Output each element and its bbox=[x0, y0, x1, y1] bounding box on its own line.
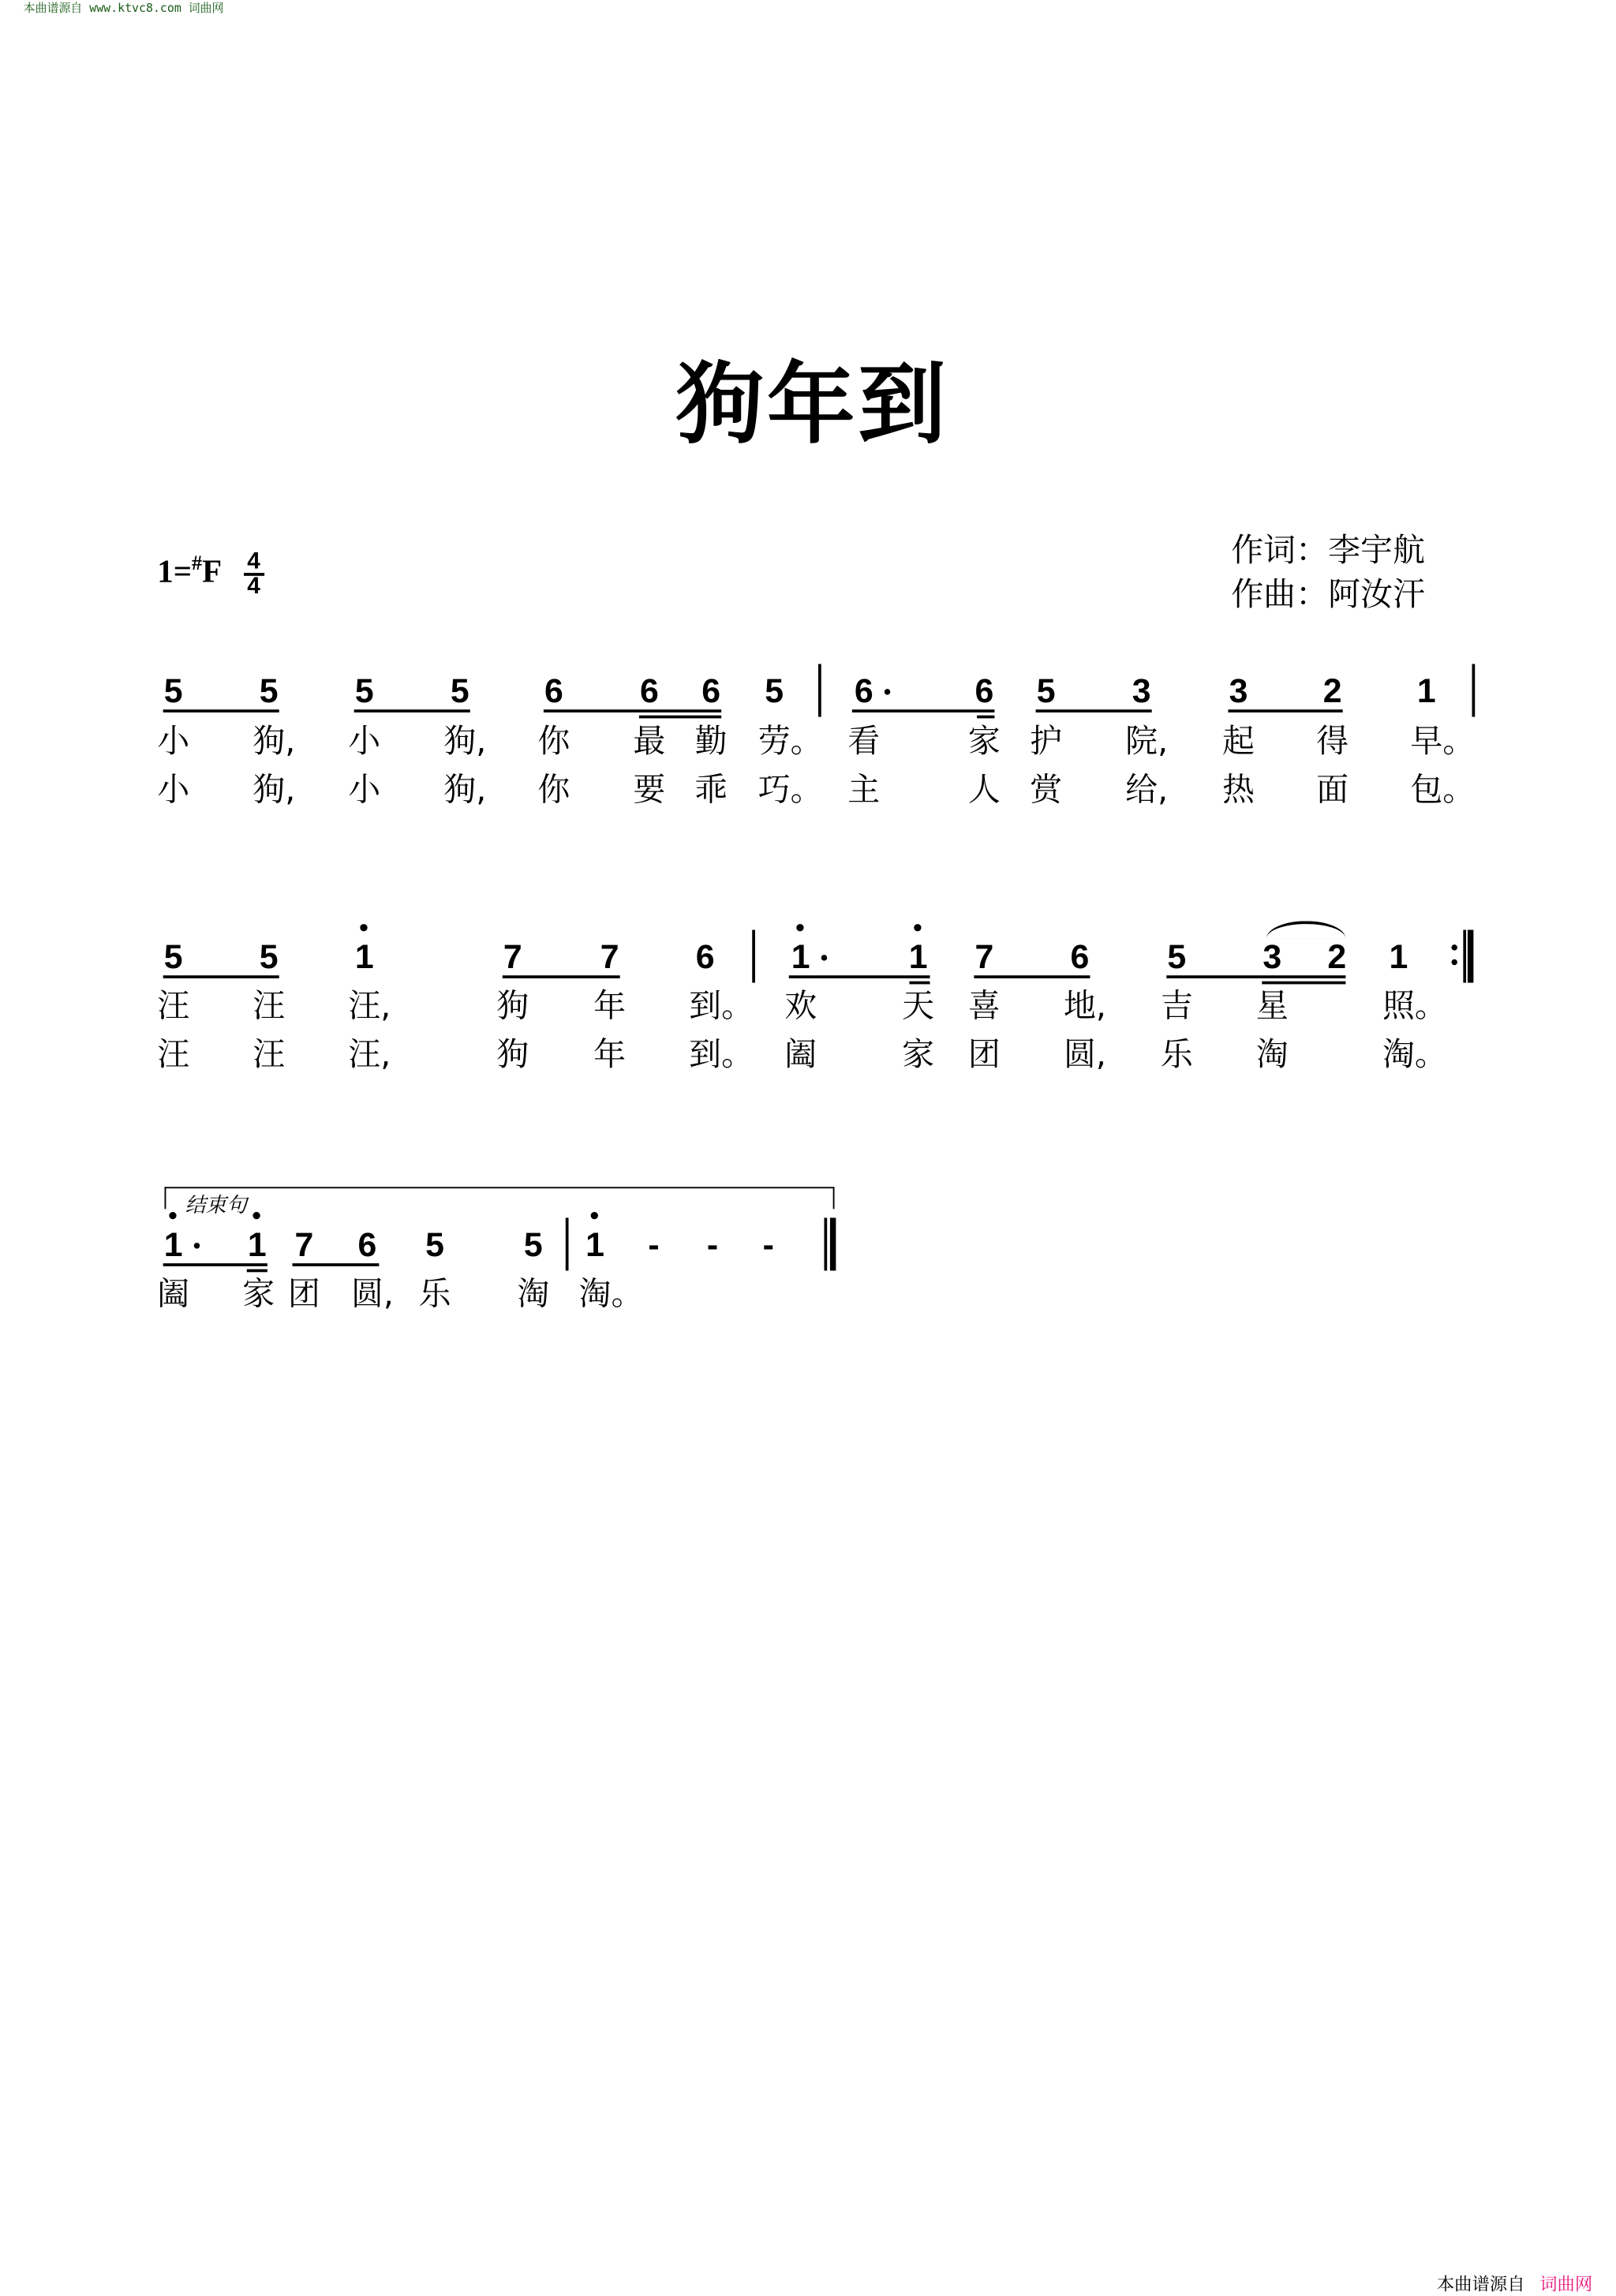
song-title: 狗年到 bbox=[675, 353, 949, 458]
lyric-syllable: 得 bbox=[1316, 724, 1349, 761]
note-digit: 5 bbox=[1036, 671, 1056, 710]
note bbox=[524, 1227, 543, 1262]
lyric-syllable: 巧。 bbox=[758, 772, 823, 810]
note-digit: 6 bbox=[701, 671, 721, 710]
note-digit: 5 bbox=[259, 937, 279, 976]
note bbox=[260, 939, 279, 974]
high-octave-dot bbox=[591, 1212, 598, 1219]
beam-underline bbox=[503, 975, 620, 978]
watermark-source: 本曲谱源自 bbox=[1436, 2274, 1525, 2295]
note-digit: 5 bbox=[163, 937, 183, 976]
high-octave-dot bbox=[170, 1212, 177, 1219]
dash-extension bbox=[707, 1227, 718, 1262]
lyric-syllable: 家 bbox=[967, 724, 1001, 761]
watermark-site: 词曲网 bbox=[1539, 2274, 1593, 2295]
lyric-syllable: 护 bbox=[1030, 724, 1063, 761]
note bbox=[355, 939, 374, 974]
note-digit: 6 bbox=[544, 671, 563, 710]
note bbox=[451, 673, 469, 709]
thick-barline bbox=[1468, 930, 1473, 983]
note bbox=[358, 1227, 377, 1262]
high-octave-dot bbox=[797, 924, 804, 931]
note bbox=[544, 673, 563, 709]
lyric-syllable: 狗, bbox=[443, 724, 487, 761]
note bbox=[1229, 673, 1248, 709]
lyric-syllable: 汪 bbox=[252, 988, 286, 1026]
beam-underline bbox=[292, 1263, 379, 1266]
time-signature bbox=[243, 551, 264, 598]
beam-underline bbox=[163, 1263, 267, 1266]
note bbox=[855, 673, 873, 709]
lyric-syllable: 淘 bbox=[1255, 1037, 1289, 1074]
lyric-syllable: 年 bbox=[593, 988, 627, 1026]
note bbox=[1417, 673, 1436, 709]
lyric-syllable: 看 bbox=[847, 724, 881, 761]
time-top: 4 bbox=[247, 549, 260, 574]
note-digit: 5 bbox=[765, 671, 784, 710]
lyric-syllable: 汪 bbox=[252, 1037, 286, 1074]
note-digit: 6 bbox=[1070, 937, 1090, 976]
lyric-syllable: 赏 bbox=[1030, 772, 1063, 810]
note-digit: 7 bbox=[503, 937, 522, 976]
lyric-syllable: 欢 bbox=[784, 988, 817, 1026]
lyric-syllable: 要 bbox=[633, 772, 666, 810]
lyric-syllable: 人 bbox=[967, 772, 1001, 810]
note-digit: 3 bbox=[1132, 671, 1151, 710]
lyric-syllable: 乐 bbox=[418, 1276, 451, 1314]
repeat-dot bbox=[1451, 959, 1457, 965]
beam-underline bbox=[639, 716, 721, 719]
beam-underline bbox=[1166, 975, 1345, 978]
note-digit: 6 bbox=[974, 671, 994, 710]
lyric-syllable: 地, bbox=[1063, 988, 1106, 1026]
lyric-syllable: 狗, bbox=[252, 724, 296, 761]
watermark-top: 本曲谱源自 www.ktvc8.com 词曲网 bbox=[23, 1, 224, 15]
lyric-syllable: 吉 bbox=[1160, 988, 1193, 1026]
note bbox=[164, 673, 183, 709]
note-digit: 1 bbox=[164, 1225, 183, 1263]
high-octave-dot bbox=[253, 1212, 260, 1219]
note-digit: 2 bbox=[1327, 937, 1347, 976]
beam-underline bbox=[163, 975, 279, 978]
beam-underline bbox=[354, 709, 470, 712]
note-digit: 3 bbox=[1262, 937, 1282, 976]
lyric-syllable: 小 bbox=[348, 772, 381, 810]
note-digit: 6 bbox=[640, 671, 659, 710]
note bbox=[1037, 673, 1056, 709]
high-octave-dot bbox=[361, 924, 368, 931]
note-digit: 5 bbox=[354, 671, 374, 710]
note bbox=[248, 1227, 267, 1262]
lyric-syllable: 汪 bbox=[157, 1037, 190, 1074]
note-digit: 7 bbox=[600, 937, 619, 976]
composer-credit: 作曲：阿汝汗 bbox=[1231, 577, 1425, 615]
repeat-dot bbox=[1451, 944, 1457, 950]
barline bbox=[1472, 664, 1475, 717]
lyric-syllable: 起 bbox=[1222, 724, 1255, 761]
augmentation-dot bbox=[821, 955, 827, 960]
note bbox=[164, 939, 183, 974]
lyric-syllable: 院, bbox=[1125, 724, 1169, 761]
note-digit: 7 bbox=[294, 1225, 314, 1264]
note bbox=[355, 673, 374, 709]
beam-underline bbox=[974, 975, 1090, 978]
note bbox=[1323, 673, 1342, 709]
note-digit: 5 bbox=[163, 671, 183, 710]
lyric-syllable: 阖 bbox=[157, 1276, 190, 1314]
note-digit: 6 bbox=[854, 671, 873, 710]
lyric-syllable: 淘。 bbox=[578, 1276, 644, 1314]
note bbox=[909, 939, 928, 974]
slur bbox=[1266, 921, 1346, 938]
beam-underline bbox=[1228, 709, 1342, 712]
note-digit: 6 bbox=[357, 1225, 377, 1264]
lyric-syllable: 小 bbox=[157, 772, 190, 810]
lyric-syllable: 你 bbox=[537, 772, 570, 810]
note-digit: 5 bbox=[523, 1225, 543, 1264]
lyric-syllable: 热 bbox=[1222, 772, 1255, 810]
note-digit: 1 bbox=[1389, 937, 1408, 976]
lyric-syllable: 乐 bbox=[1160, 1037, 1193, 1074]
note-digit: - bbox=[706, 1225, 719, 1264]
dash-extension bbox=[648, 1227, 659, 1262]
lyric-syllable: 阖 bbox=[784, 1037, 817, 1074]
note bbox=[1132, 673, 1151, 709]
note-digit: 5 bbox=[259, 671, 279, 710]
note bbox=[701, 673, 720, 709]
beam-underline bbox=[909, 982, 930, 985]
high-octave-dot bbox=[915, 924, 922, 931]
lyric-syllable: 天 bbox=[902, 988, 935, 1026]
lyric-syllable: 狗 bbox=[496, 988, 529, 1026]
lyric-syllable: 家 bbox=[902, 1037, 935, 1074]
note bbox=[1262, 939, 1281, 974]
lyricist-credit: 作词：李宇航 bbox=[1231, 533, 1425, 570]
lyric-syllable: 乖 bbox=[694, 772, 728, 810]
note-digit: 5 bbox=[450, 671, 469, 710]
thick-barline bbox=[830, 1217, 836, 1270]
note-digit: - bbox=[648, 1225, 660, 1264]
note-digit: 1 bbox=[791, 937, 810, 975]
note bbox=[765, 673, 784, 709]
lyric-syllable: 狗, bbox=[252, 772, 296, 810]
dash-extension bbox=[763, 1227, 774, 1262]
note bbox=[1071, 939, 1090, 974]
note-digit: 2 bbox=[1322, 671, 1342, 710]
lyric-syllable: 汪, bbox=[348, 988, 391, 1026]
augmentation-dot bbox=[194, 1243, 200, 1248]
lyric-syllable: 星 bbox=[1255, 988, 1289, 1026]
lyric-syllable: 汪 bbox=[157, 988, 190, 1026]
ending-label: 结束句 bbox=[185, 1194, 247, 1218]
beam-underline bbox=[247, 1270, 267, 1273]
note bbox=[1390, 939, 1408, 974]
ending-bracket bbox=[165, 1187, 835, 1209]
key-signature bbox=[157, 551, 264, 598]
note-digit: 7 bbox=[974, 937, 994, 976]
note bbox=[585, 1227, 604, 1262]
barline bbox=[1463, 930, 1465, 983]
note-digit: 1 bbox=[355, 937, 374, 975]
lyric-syllable: 汪, bbox=[348, 1037, 391, 1074]
note bbox=[1167, 939, 1186, 974]
note-digit: - bbox=[762, 1225, 774, 1264]
note bbox=[974, 673, 993, 709]
lyric-syllable: 照。 bbox=[1382, 988, 1447, 1026]
lyric-syllable: 早。 bbox=[1410, 724, 1476, 761]
lyric-syllable: 到。 bbox=[689, 1037, 754, 1074]
note-digit: 3 bbox=[1229, 671, 1248, 710]
note bbox=[260, 673, 279, 709]
key-tonic: 1= bbox=[157, 552, 193, 589]
note bbox=[294, 1227, 313, 1262]
note-digit: 5 bbox=[425, 1225, 445, 1264]
note-digit: 1 bbox=[1416, 671, 1436, 710]
note-digit: 1 bbox=[248, 1225, 267, 1263]
note-digit: 1 bbox=[585, 1225, 604, 1263]
lyric-syllable: 家 bbox=[242, 1276, 275, 1314]
lyric-syllable: 面 bbox=[1316, 772, 1349, 810]
watermark-bottom bbox=[1437, 2271, 1592, 2296]
lyric-syllable: 狗 bbox=[496, 1037, 529, 1074]
lyric-syllable: 圆, bbox=[350, 1276, 394, 1314]
beam-underline bbox=[544, 709, 721, 712]
beam-underline bbox=[1262, 982, 1345, 985]
note-digit: 6 bbox=[695, 937, 715, 976]
note-digit: 1 bbox=[909, 937, 928, 975]
lyric-syllable: 勤 bbox=[694, 724, 728, 761]
lyric-syllable: 你 bbox=[537, 724, 570, 761]
note bbox=[600, 939, 619, 974]
key-note: F bbox=[202, 552, 221, 589]
lyric-syllable: 最 bbox=[633, 724, 666, 761]
lyric-syllable: 团 bbox=[967, 1037, 1001, 1074]
barline bbox=[566, 1217, 568, 1270]
lyric-syllable: 淘。 bbox=[1382, 1037, 1447, 1074]
beam-underline bbox=[977, 716, 994, 719]
lyric-syllable: 包。 bbox=[1410, 772, 1476, 810]
lyric-syllable: 喜 bbox=[967, 988, 1001, 1026]
lyric-syllable: 小 bbox=[157, 724, 190, 761]
beam-underline bbox=[789, 975, 930, 978]
lyric-syllable: 给, bbox=[1125, 772, 1169, 810]
note bbox=[640, 673, 659, 709]
note bbox=[696, 939, 715, 974]
lyric-syllable: 到。 bbox=[689, 988, 754, 1026]
beam-underline bbox=[1036, 709, 1152, 712]
sharp-sign: # bbox=[192, 553, 203, 576]
beam-underline bbox=[163, 709, 279, 712]
lyric-syllable: 年 bbox=[593, 1037, 627, 1074]
note bbox=[1327, 939, 1346, 974]
lyric-syllable: 狗, bbox=[443, 772, 487, 810]
lyric-syllable: 圆, bbox=[1063, 1037, 1106, 1074]
note bbox=[791, 939, 810, 974]
note bbox=[974, 939, 993, 974]
barline bbox=[824, 1217, 826, 1270]
lyric-syllable: 主 bbox=[847, 772, 881, 810]
beam-underline bbox=[852, 709, 995, 712]
barline bbox=[818, 664, 821, 717]
note bbox=[425, 1227, 444, 1262]
note-digit: 5 bbox=[1167, 937, 1187, 976]
lyric-syllable: 劳。 bbox=[758, 724, 823, 761]
lyric-syllable: 小 bbox=[348, 724, 381, 761]
lyric-syllable: 团 bbox=[287, 1276, 320, 1314]
augmentation-dot bbox=[885, 689, 890, 694]
note bbox=[503, 939, 522, 974]
barline bbox=[752, 930, 754, 983]
lyric-syllable: 淘 bbox=[517, 1276, 550, 1314]
note bbox=[164, 1227, 183, 1262]
time-bottom: 4 bbox=[247, 574, 260, 600]
